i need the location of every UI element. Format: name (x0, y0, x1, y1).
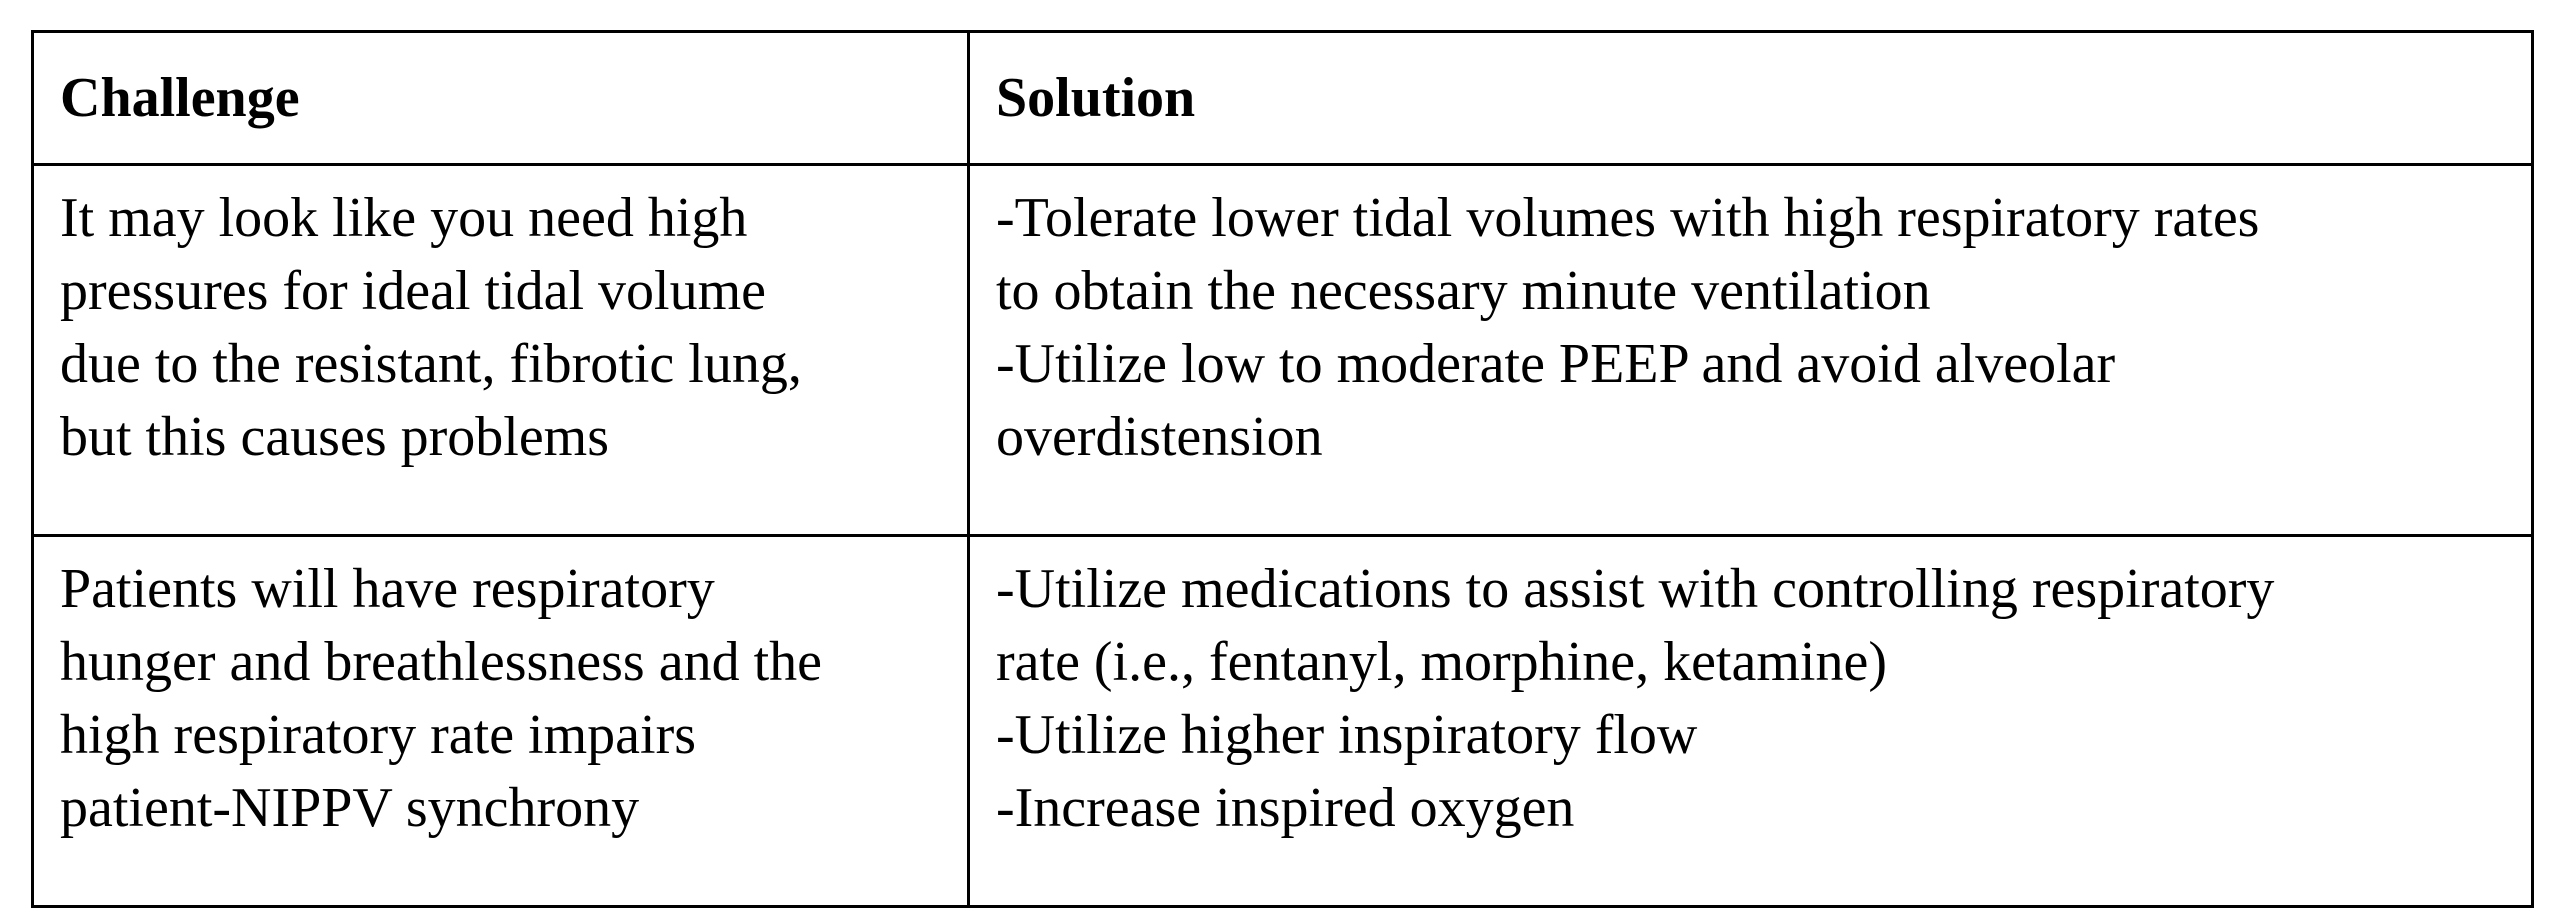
cell-text-line: Patients will have respiratory (60, 558, 715, 620)
challenge-solution-table (31, 30, 2534, 908)
cell-text-line: high respiratory rate impairs (60, 704, 697, 766)
cell-text-line: due to the resistant, fibrotic lung, (60, 333, 802, 395)
cell-text-line: -Utilize low to moderate PEEP and avoid alveolar (996, 333, 2116, 395)
cell-text-line: patient-NIPPV synchrony (60, 777, 640, 839)
cell-text-line: overdistension (996, 406, 1323, 468)
cell-text-line: pressures for ideal tidal volume (60, 260, 767, 322)
challenge-cell (33, 165, 969, 536)
cell-text-line: It may look like you need high (60, 187, 748, 249)
solution-cell (969, 536, 2533, 907)
cell-text-line: but this causes problems (60, 406, 610, 468)
cell-text-line: rate (i.e., fentanyl, morphine, ketamine) (996, 631, 1887, 693)
solution-cell (969, 165, 2533, 536)
cell-text-line: -Tolerate lower tidal volumes with high respiratory rates (996, 187, 2260, 249)
cell-text-line: hunger and breathlessness and the (60, 631, 822, 693)
cell-text-line: -Utilize medications to assist with controlling respiratory (996, 558, 2275, 620)
header-challenge: Challenge (33, 32, 969, 165)
table-row (33, 536, 2533, 907)
cell-text-line: -Increase inspired oxygen (996, 777, 1575, 839)
cell-text-line: to obtain the necessary minute ventilation (996, 260, 1931, 322)
header-solution: Solution (969, 32, 2533, 165)
table-header-row (33, 32, 2533, 165)
table-row (33, 165, 2533, 536)
challenge-cell (33, 536, 969, 907)
cell-text-line: -Utilize higher inspiratory flow (996, 704, 1698, 766)
